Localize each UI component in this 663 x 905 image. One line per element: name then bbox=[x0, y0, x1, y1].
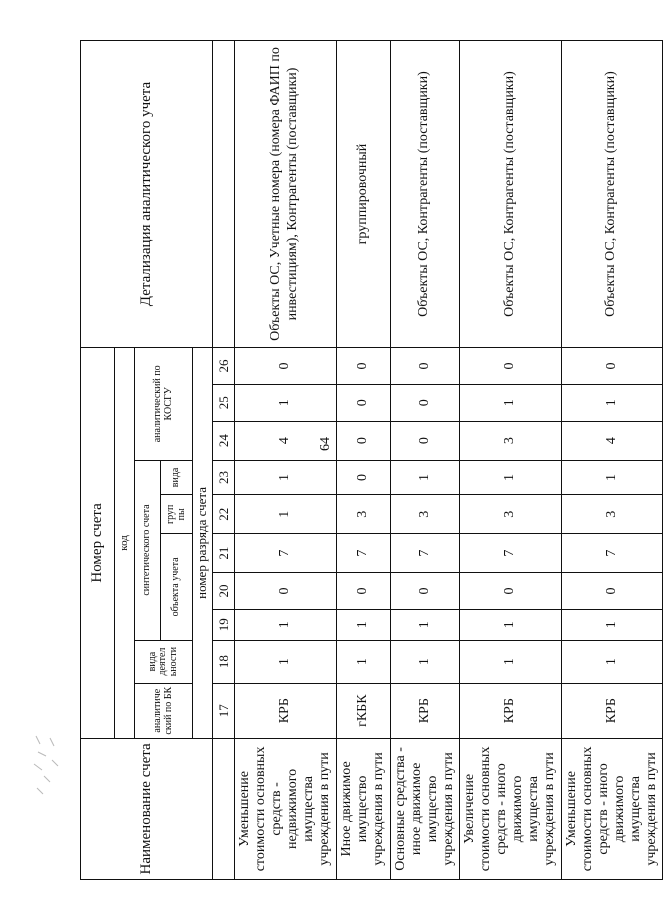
table-row bbox=[561, 41, 663, 880]
header-analytic-kosgu: аналитический по КОСГУ bbox=[135, 348, 193, 461]
page-number: 64 bbox=[318, 437, 333, 451]
row-detail: Объекты ОС, Учетные номера (номера ФАИП по инвестициям), Контрагенты (поставщики) bbox=[235, 41, 337, 348]
row-value-18: 1 bbox=[390, 640, 459, 683]
row-value-22: 3 bbox=[561, 495, 663, 534]
digit-24: 24 bbox=[213, 421, 235, 460]
row-value-17: КРБ bbox=[235, 683, 337, 738]
row-value-19: 1 bbox=[561, 609, 663, 640]
digit-22: 22 bbox=[213, 495, 235, 534]
row-value-19: 1 bbox=[235, 609, 337, 640]
row-value-26: 0 bbox=[235, 348, 337, 385]
header-account-object: объекта учета bbox=[161, 534, 193, 640]
row-value-18: 1 bbox=[235, 640, 337, 683]
row-value-25: 1 bbox=[235, 384, 337, 421]
header-digit-number: номер разряда счета bbox=[193, 348, 213, 739]
header-detail: Детализация аналитического учета bbox=[81, 41, 213, 348]
row-value-21: 7 bbox=[561, 534, 663, 573]
row-value-25: 1 bbox=[561, 384, 663, 421]
table-row bbox=[336, 41, 390, 880]
digit-26: 26 bbox=[213, 348, 235, 385]
row-value-26: 0 bbox=[336, 348, 390, 385]
digit-18: 18 bbox=[213, 640, 235, 683]
row-value-19: 1 bbox=[390, 609, 459, 640]
row-account-name: Иное движимое имущество учреждения в пути bbox=[336, 738, 390, 879]
row-value-24: 4 bbox=[235, 421, 337, 460]
row-value-20: 0 bbox=[561, 573, 663, 610]
row-account-name: Уменьшение стоимости основных средств - иного движимого имущества учреждения в пути bbox=[561, 738, 663, 879]
row-detail: Объекты ОС, Контрагенты (поставщики) bbox=[561, 41, 663, 348]
row-value-23: 0 bbox=[336, 460, 390, 495]
row-value-25: 1 bbox=[459, 384, 561, 421]
header-kind: вида bbox=[161, 460, 193, 495]
row-account-name: Уменьшение стоимости основных средств - недвижимого имущества учреждения в пути bbox=[235, 738, 337, 879]
digit-21: 21 bbox=[213, 534, 235, 573]
row-value-19: 1 bbox=[336, 609, 390, 640]
row-value-23: 1 bbox=[459, 460, 561, 495]
row-value-22: 3 bbox=[459, 495, 561, 534]
row-value-24: 0 bbox=[336, 421, 390, 460]
row-value-19: 1 bbox=[459, 609, 561, 640]
row-value-17: КРБ bbox=[390, 683, 459, 738]
row-value-23: 1 bbox=[561, 460, 663, 495]
row-value-20: 0 bbox=[459, 573, 561, 610]
row-value-26: 0 bbox=[459, 348, 561, 385]
row-value-26: 0 bbox=[390, 348, 459, 385]
row-value-18: 1 bbox=[561, 640, 663, 683]
row-value-26: 0 bbox=[561, 348, 663, 385]
row-value-21: 7 bbox=[459, 534, 561, 573]
row-value-20: 0 bbox=[390, 573, 459, 610]
row-value-25: 0 bbox=[390, 384, 459, 421]
header-analytic-bk: аналитиче ский по БК bbox=[135, 683, 193, 738]
header-synthetic: синтетического счета bbox=[135, 460, 161, 640]
row-value-22: 3 bbox=[390, 495, 459, 534]
header-account-number: Номер счета bbox=[81, 348, 115, 739]
row-value-17: КРБ bbox=[561, 683, 663, 738]
table-row bbox=[459, 41, 561, 880]
digit-25: 25 bbox=[213, 384, 235, 421]
row-value-22: 3 bbox=[336, 495, 390, 534]
digit-23: 23 bbox=[213, 460, 235, 495]
row-value-20: 0 bbox=[336, 573, 390, 610]
row-value-21: 7 bbox=[390, 534, 459, 573]
header-code: код bbox=[115, 348, 135, 739]
table-row bbox=[235, 41, 337, 880]
row-value-23: 1 bbox=[235, 460, 337, 495]
header-account-name: Наименование счета bbox=[81, 738, 213, 879]
row-value-24: 4 bbox=[561, 421, 663, 460]
digit-20: 20 bbox=[213, 573, 235, 610]
row-value-21: 7 bbox=[336, 534, 390, 573]
row-account-name: Основные средства - иное движимое имущество учреждения в пути bbox=[390, 738, 459, 879]
row-value-17: КРБ bbox=[459, 683, 561, 738]
row-value-21: 7 bbox=[235, 534, 337, 573]
spacer-cell-right bbox=[213, 41, 235, 348]
table-rotation-wrapper bbox=[80, 40, 659, 880]
row-detail: Объекты ОС, Контрагенты (поставщики) bbox=[459, 41, 561, 348]
row-value-22: 1 bbox=[235, 495, 337, 534]
row-value-20: 0 bbox=[235, 573, 337, 610]
header-activity-type: вида деятел ьности bbox=[135, 640, 193, 683]
accounts-table bbox=[80, 40, 663, 880]
digit-17: 17 bbox=[213, 683, 235, 738]
row-detail: Объекты ОС, Контрагенты (поставщики) bbox=[390, 41, 459, 348]
digit-19: 19 bbox=[213, 609, 235, 640]
header-group: груп пы bbox=[161, 495, 193, 534]
row-value-25: 0 bbox=[336, 384, 390, 421]
row-value-18: 1 bbox=[336, 640, 390, 683]
row-value-23: 1 bbox=[390, 460, 459, 495]
row-detail: группировочный bbox=[336, 41, 390, 348]
row-value-17: гКБК bbox=[336, 683, 390, 738]
faint-stamp-mark bbox=[28, 730, 64, 800]
row-value-24: 0 bbox=[390, 421, 459, 460]
table-row bbox=[390, 41, 459, 880]
spacer-cell-left bbox=[213, 738, 235, 879]
row-account-name: Увеличение стоимости основных средств - иного движимого имущества учреждения в пути bbox=[459, 738, 561, 879]
row-value-18: 1 bbox=[459, 640, 561, 683]
row-value-24: 3 bbox=[459, 421, 561, 460]
